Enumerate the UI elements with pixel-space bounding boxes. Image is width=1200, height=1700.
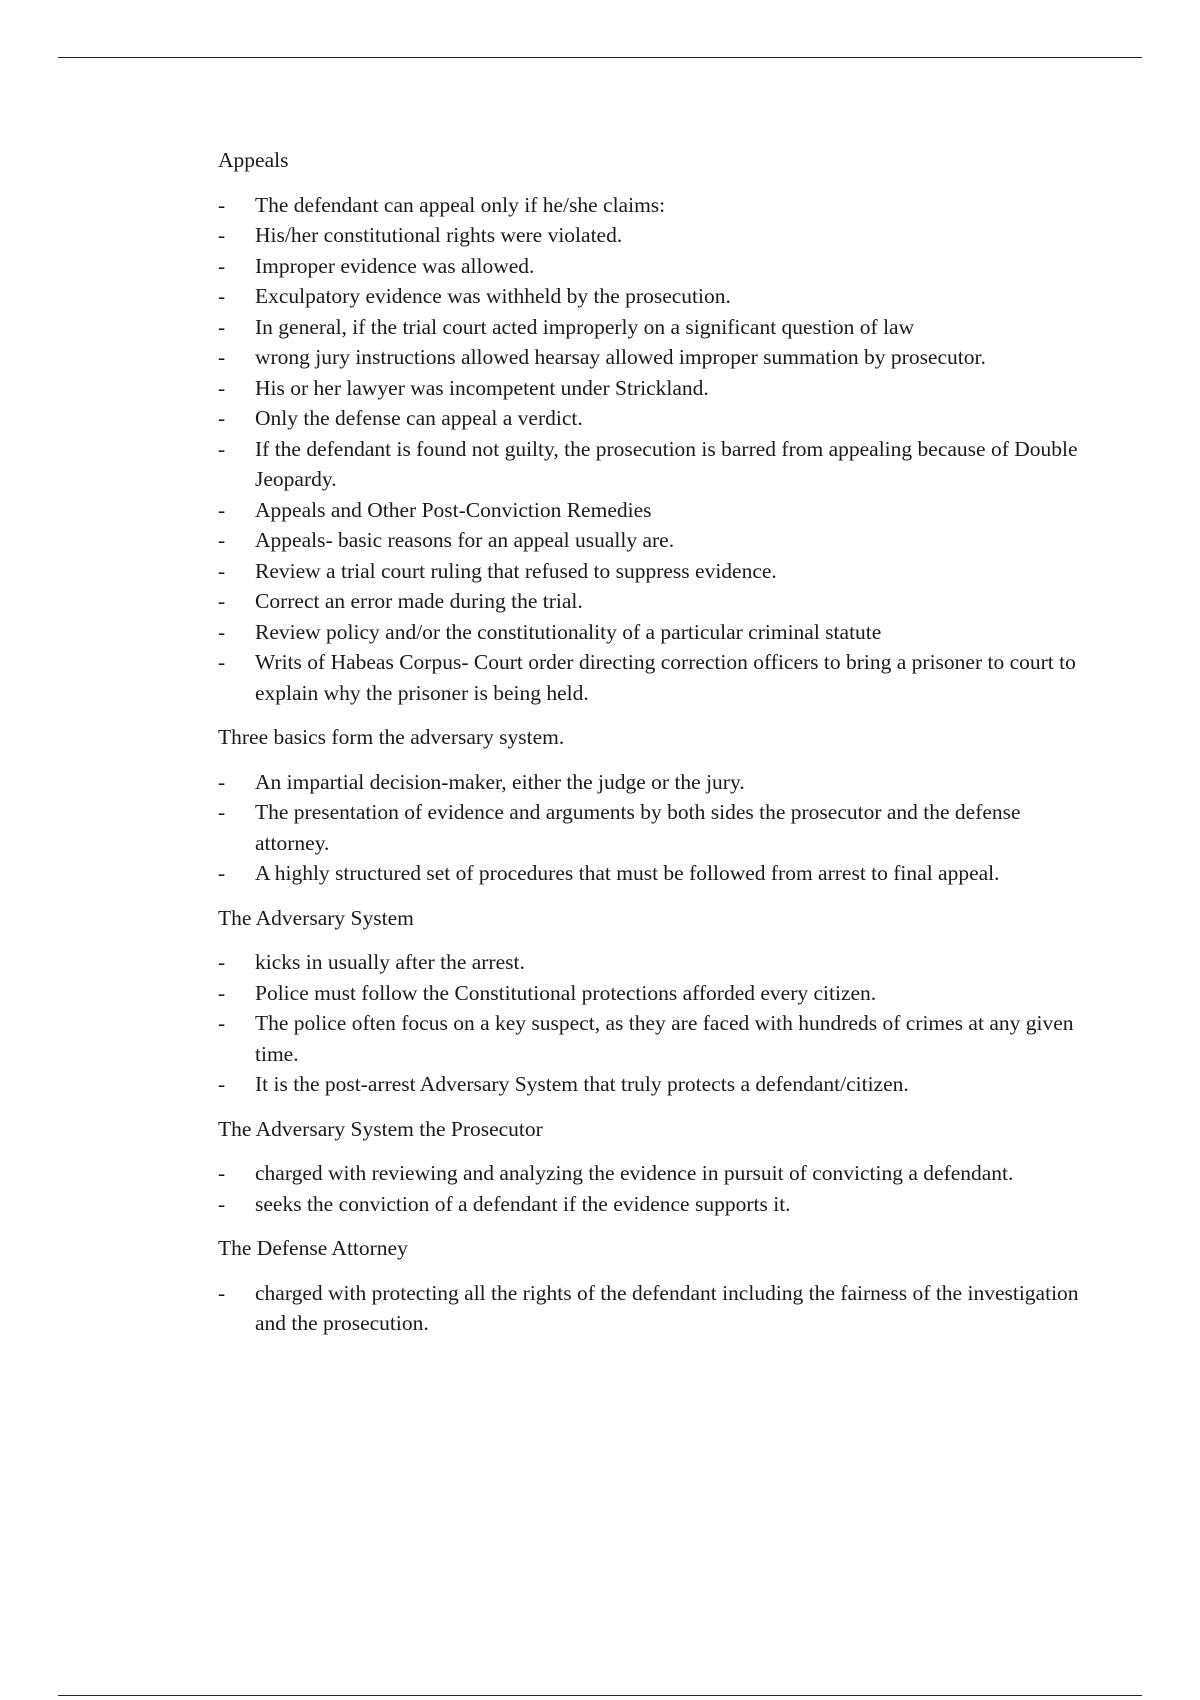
list-item: - The presentation of evidence and arguments by both sides the prosecutor and the defense attorney.	[218, 797, 1080, 858]
list-item-text: charged with protecting all the rights of the defendant including the fairness of the investigation and the prosecution.	[255, 1280, 1079, 1335]
list-item-text: Review a trial court ruling that refused to suppress evidence.	[255, 558, 777, 583]
list-item: - Only the defense can appeal a verdict.	[218, 403, 1080, 434]
list-item: - Exculpatory evidence was withheld by the prosecution.	[218, 281, 1080, 312]
list-item: - Review a trial court ruling that refused to suppress evidence.	[218, 556, 1080, 587]
list-item: - wrong jury instructions allowed hearsay allowed improper summation by prosecutor.	[218, 342, 1080, 373]
list-item: - If the defendant is found not guilty, the prosecution is barred from appealing because of Double Jeopardy.	[218, 434, 1080, 495]
bullet-list	[218, 190, 1080, 709]
list-item: - Improper evidence was allowed.	[218, 251, 1080, 282]
list-item: - His/her constitutional rights were violated.	[218, 220, 1080, 251]
list-item-text: If the defendant is found not guilty, the prosecution is barred from appealing because of Double Jeopardy.	[255, 436, 1078, 491]
list-item: - The police often focus on a key suspect, as they are faced with hundreds of crimes at any given time.	[218, 1008, 1080, 1069]
list-item-text: His/her constitutional rights were violated.	[255, 223, 623, 247]
list-item: - seeks the conviction of a defendant if the evidence supports it.	[218, 1189, 1080, 1220]
section-adversary-system	[218, 903, 1080, 1100]
list-item-text: Appeals- basic reasons for an appeal usually are.	[255, 528, 675, 552]
list-item-text: The presentation of evidence and arguments by both sides the prosecutor and the defense attorney.	[255, 800, 1021, 855]
section-heading: The Defense Attorney	[218, 1236, 408, 1260]
section-heading: Appeals	[218, 148, 289, 172]
list-item-text: Appeals and Other Post-Conviction Remedies	[255, 497, 652, 522]
list-item: - An impartial decision-maker, either the judge or the jury.	[218, 767, 1080, 798]
list-item-text: Review policy and/or the constitutionality of a particular criminal statute	[255, 619, 882, 644]
section-heading: The Adversary System the Prosecutor	[218, 1116, 543, 1141]
list-item: - A highly structured set of procedures that must be followed from arrest to final appeal.	[218, 858, 1080, 889]
bullet-list	[218, 1278, 1080, 1339]
footer-rule	[58, 1695, 1142, 1696]
section-appeals	[218, 145, 1080, 708]
list-item: - Review policy and/or the constitutionality of a particular criminal statute	[218, 617, 1080, 648]
list-item-text: Police must follow the Constitutional protections afforded every citizen.	[255, 980, 877, 1005]
list-item-text: A highly structured set of procedures that must be followed from arrest to final appeal.	[255, 861, 1000, 885]
list-item: - kicks in usually after the arrest.	[218, 947, 1080, 978]
list-item-text: charged with reviewing and analyzing the evidence in pursuit of convicting a defendant.	[255, 1161, 1014, 1185]
list-item-text: His or her lawyer was incompetent under Strickland.	[255, 375, 709, 400]
header-rule	[58, 57, 1142, 58]
list-item: - charged with reviewing and analyzing the evidence in pursuit of convicting a defendant.	[218, 1158, 1080, 1189]
list-item: - It is the post-arrest Adversary System that truly protects a defendant/citizen.	[218, 1069, 1080, 1100]
list-item-text: kicks in usually after the arrest.	[255, 950, 525, 974]
list-item: - Police must follow the Constitutional protections afforded every citizen.	[218, 978, 1080, 1009]
list-item: - Correct an error made during the trial.	[218, 586, 1080, 617]
list-item: - charged with protecting all the rights of the defendant including the fairness of the investigation and the prosecution.	[218, 1278, 1080, 1339]
list-item: - Appeals- basic reasons for an appeal usually are.	[218, 525, 1080, 556]
list-item-text: wrong jury instructions allowed hearsay allowed improper summation by prosecutor.	[255, 345, 986, 369]
bullet-list	[218, 1158, 1080, 1219]
list-item: - Writs of Habeas Corpus- Court order directing correction officers to bring a prisoner to court to explain why the prisoner is being held.	[218, 647, 1080, 708]
section-heading: Three basics form the adversary system.	[218, 725, 565, 749]
section-three-basics	[218, 722, 1080, 889]
list-item-text: An impartial decision-maker, either the judge or the jury.	[255, 769, 745, 794]
bullet-list	[218, 947, 1080, 1100]
list-item-text: Exculpatory evidence was withheld by the prosecution.	[255, 284, 731, 308]
bullet-list	[218, 767, 1080, 889]
list-item-text: Only the defense can appeal a verdict.	[255, 406, 583, 430]
section-prosecutor	[218, 1114, 1080, 1220]
list-item-text: It is the post-arrest Adversary System that truly protects a defendant/citizen.	[255, 1072, 909, 1096]
list-item-text: The defendant can appeal only if he/she claims:	[255, 192, 666, 217]
list-item: - Appeals and Other Post-Conviction Remedies	[218, 495, 1080, 526]
list-item-text: seeks the conviction of a defendant if the evidence supports it.	[255, 1191, 791, 1216]
section-heading: The Adversary System	[218, 905, 414, 930]
list-item-text: Improper evidence was allowed.	[255, 253, 535, 278]
document-body	[218, 145, 1080, 1339]
list-item-text: In general, if the trial court acted improperly on a significant question of law	[255, 314, 915, 339]
section-defense-attorney	[218, 1233, 1080, 1339]
list-item: - The defendant can appeal only if he/she claims:	[218, 190, 1080, 221]
list-item-text: The police often focus on a key suspect, as they are faced with hundreds of crimes at any given time.	[255, 1011, 1074, 1066]
list-item: - His or her lawyer was incompetent under Strickland.	[218, 373, 1080, 404]
list-item: - In general, if the trial court acted improperly on a significant question of law	[218, 312, 1080, 343]
list-item-text: Writs of Habeas Corpus- Court order directing correction officers to bring a prisoner to court to explain why the prisoner is being held.	[255, 650, 1076, 705]
list-item-text: Correct an error made during the trial.	[255, 589, 583, 613]
